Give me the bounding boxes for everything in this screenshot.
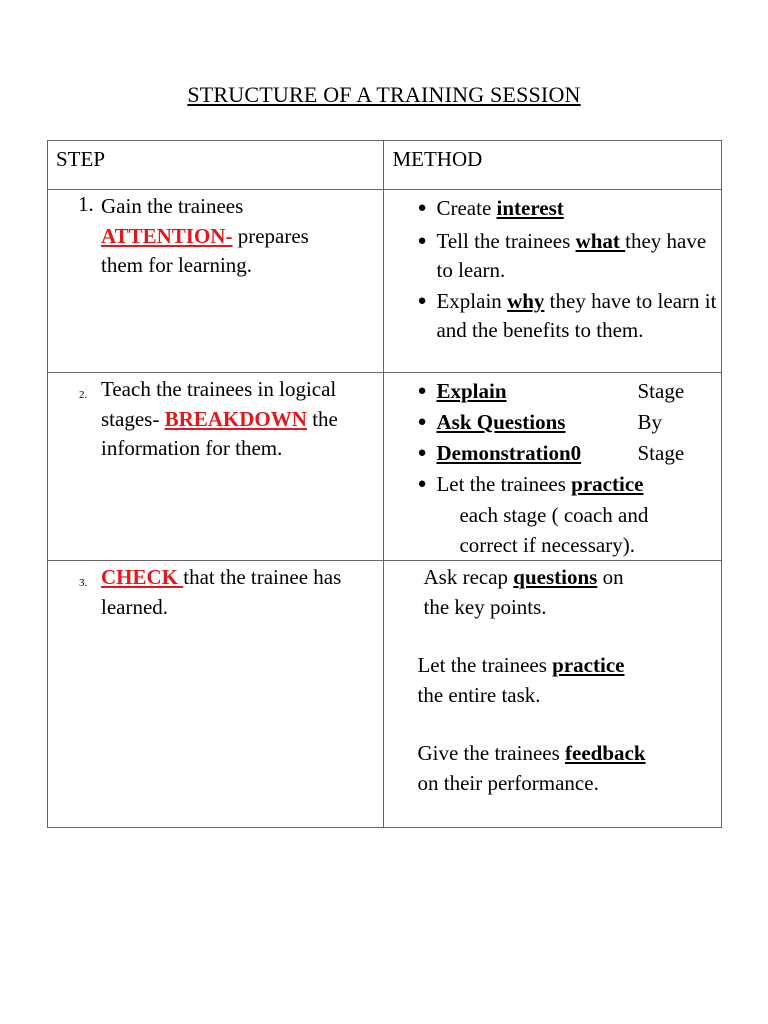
attention-keyword: ATTENTION- xyxy=(101,223,233,248)
list-item: ● Ask Questions By xyxy=(384,408,721,439)
list-item: ● Demonstration0 Stage xyxy=(384,439,721,470)
practice-paragraph: Let the trainees practice the entire task. xyxy=(417,653,625,707)
step-cell-2 xyxy=(48,373,384,561)
method-list-1 xyxy=(384,190,721,346)
step-number-2: 2. xyxy=(79,389,88,401)
method-paragraphs-3 xyxy=(384,561,721,798)
header-step: STEP xyxy=(48,141,384,190)
list-item: ● Tell the trainees what they have to learn. xyxy=(417,228,707,282)
header-method: METHOD xyxy=(384,141,722,190)
table-header-row xyxy=(48,141,722,190)
page-title: STRUCTURE OF A TRAINING SESSION xyxy=(187,82,581,107)
list-item: ● Let the trainees practice xyxy=(384,470,721,501)
feedback-paragraph: Give the trainees feedback on their performance. xyxy=(417,741,646,795)
step-text-2: Teach the trainees in logical stages- BREAKDOWN the information for them. xyxy=(101,377,338,460)
method-list-2: ● Explain Stage ● Ask Questions By ● Demonstration0 Stage ● Let the trainees practice each stage ( coach and correct if necessary). xyxy=(384,373,721,560)
list-item: ● Explain Stage xyxy=(384,377,721,408)
training-structure-table xyxy=(47,140,722,828)
bullet-icon: ● xyxy=(417,445,427,461)
step-cell-1 xyxy=(48,190,384,373)
bullet-icon: ● xyxy=(417,200,427,216)
list-item: ● Explain why they have to learn it and the benefits to them. xyxy=(417,288,717,342)
table-row xyxy=(48,190,722,373)
method-cell-3 xyxy=(384,561,722,828)
table-row xyxy=(48,561,722,828)
step-cell-3 xyxy=(48,561,384,828)
bullet-icon: ● xyxy=(417,232,427,249)
method-cell-2 xyxy=(384,373,722,561)
list-item: ● Create interest xyxy=(384,194,721,224)
step-text-3: CHECK that the trainee has learned. xyxy=(101,565,342,619)
table-row xyxy=(48,373,722,561)
step-text-1: Gain the trainees ATTENTION- prepares them for learning. xyxy=(101,194,309,277)
recap-paragraph: Ask recap questions on the key points. xyxy=(423,565,624,619)
bullet-icon: ● xyxy=(417,476,427,492)
breakdown-keyword: BREAKDOWN xyxy=(164,406,307,431)
method-cell-1 xyxy=(384,190,722,373)
step-number-3: 3. xyxy=(79,577,88,589)
bullet-icon: ● xyxy=(417,292,427,309)
step-number-1: 1. xyxy=(78,192,94,216)
check-keyword: CHECK xyxy=(101,565,184,589)
bullet-icon: ● xyxy=(417,414,427,430)
bullet-icon: ● xyxy=(417,383,427,399)
